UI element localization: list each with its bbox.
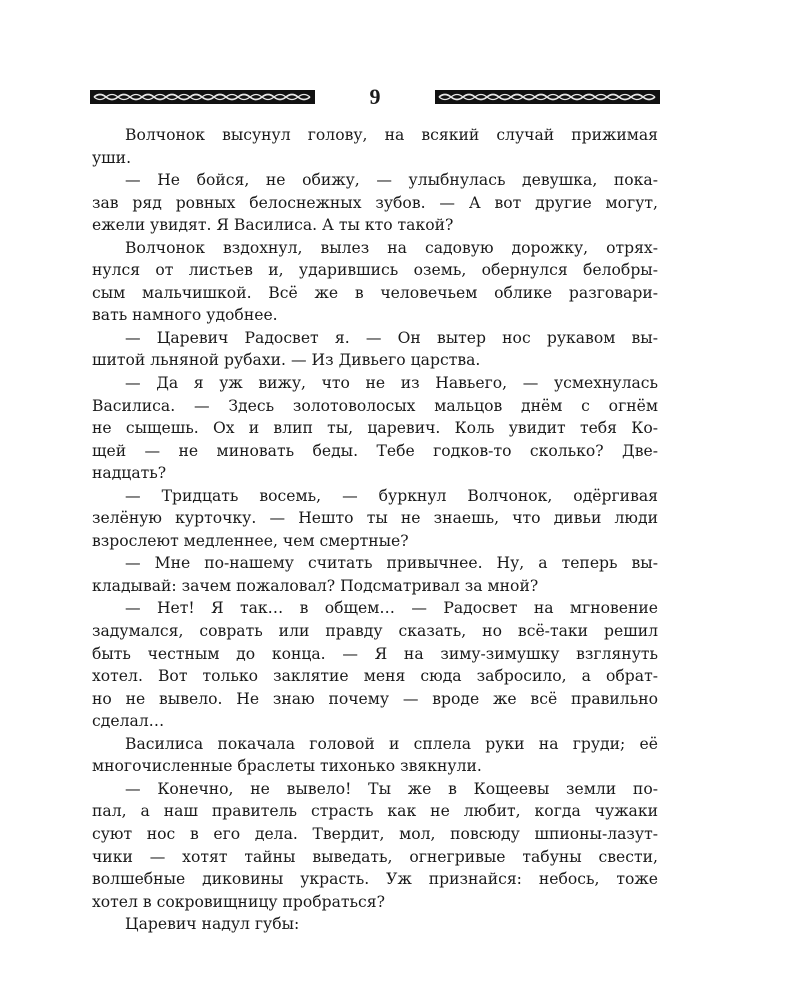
text-line: — Царевич Радосвет я. — Он вытер нос рукавом вы- — [125, 328, 658, 347]
right-ornament-pattern — [435, 90, 660, 104]
text-line: но не вывело. Не знаю почему — вроде же всё правильно — [92, 689, 658, 708]
text-line: — Конечно, не вывело! Ты же в Кощеевы земли по- — [125, 779, 658, 798]
text-line: щей — не миновать беды. Тебе годков-то сколько? Две- — [92, 441, 658, 460]
text-line: — Нет! Я так… в общем… — Радосвет на мгновение — [125, 599, 658, 618]
text-line: — Тридцать восемь, — буркнул Волчонок, одёргивая — [125, 486, 658, 505]
text-line: хотел. Вот только заклятие меня сюда забросило, а обрат- — [92, 667, 658, 686]
text-line: суют нос в его дела. Твердит, мол, повсюду шпионы-лазут- — [92, 824, 658, 843]
text-line: надцать? — [92, 464, 167, 483]
left-ornament-pattern — [90, 90, 315, 104]
text-line: вать намного удобнее. — [92, 306, 278, 325]
text-line: нулся от листьев и, ударившись оземь, обернулся белобры- — [92, 261, 658, 280]
text-line: — Не бойся, не обижу, — улыбнулась девушка, пока- — [125, 171, 658, 190]
text-line: Василиса покачала головой и сплела руки на груди; её — [125, 734, 658, 753]
text-line: уши. — [92, 148, 132, 167]
text-line: шитой льняной рубахи. — Из Дивьего царства. — [92, 351, 481, 370]
text-line: Волчонок высунул голову, на всякий случай прижимая — [125, 126, 658, 144]
text-line: задумался, соврать или правду сказать, но всё-таки решил — [92, 622, 658, 641]
text-line: сделал… — [92, 712, 165, 731]
text-line: кладывай: зачем пожаловал? Подсматривал за мной? — [92, 576, 539, 595]
text-line: чики — хотят тайны выведать, огнегривые табуны свести, — [92, 847, 658, 866]
text-line: волшебные диковины украсть. Уж признайся: небось, тоже — [92, 870, 658, 889]
text-line: — Да я уж вижу, что не из Навьего, — усмехнулась — [125, 374, 658, 393]
text-line: — Мне по-нашему считать привычнее. Ну, а теперь вы- — [125, 554, 658, 573]
text-line: ежели увидят. Я Василиса. А ты кто такой? — [92, 216, 454, 235]
text-line: не сыщешь. Ох и влип ты, царевич. Коль увидит тебя Ко- — [92, 419, 658, 438]
body-text — [92, 124, 658, 936]
text-line: Царевич надул губы: — [125, 915, 300, 934]
left-ornament-band — [90, 90, 315, 104]
text-line: пал, а наш правитель страсть как не любит, когда чужаки — [92, 802, 658, 821]
text-line: сым мальчишкой. Всё же в человечьем облике разговари- — [92, 283, 658, 302]
text-line: многочисленные браслеты тихонько звякнули. — [92, 757, 482, 776]
text-line: хотел в сокровищницу пробраться? — [92, 892, 385, 911]
text-line: Волчонок вздохнул, вылез на садовую дорожку, отрях- — [125, 238, 658, 257]
text-line: Василиса. — Здесь золотоволосых мальцов днём с огнём — [92, 396, 658, 415]
text-line: зелёную курточку. — Нешто ты не знаешь, что дивьи люди — [92, 509, 658, 528]
page-header — [90, 86, 660, 110]
page-number: 9 — [369, 84, 381, 109]
text-line: взрослеют медленнее, чем смертные? — [92, 531, 409, 550]
right-ornament-band — [435, 90, 660, 104]
text-line: быть честным до конца. — Я на зиму-зимушку взглянуть — [92, 644, 658, 663]
text-line: зав ряд ровных белоснежных зубов. — А вот другие могут, — [92, 193, 658, 212]
